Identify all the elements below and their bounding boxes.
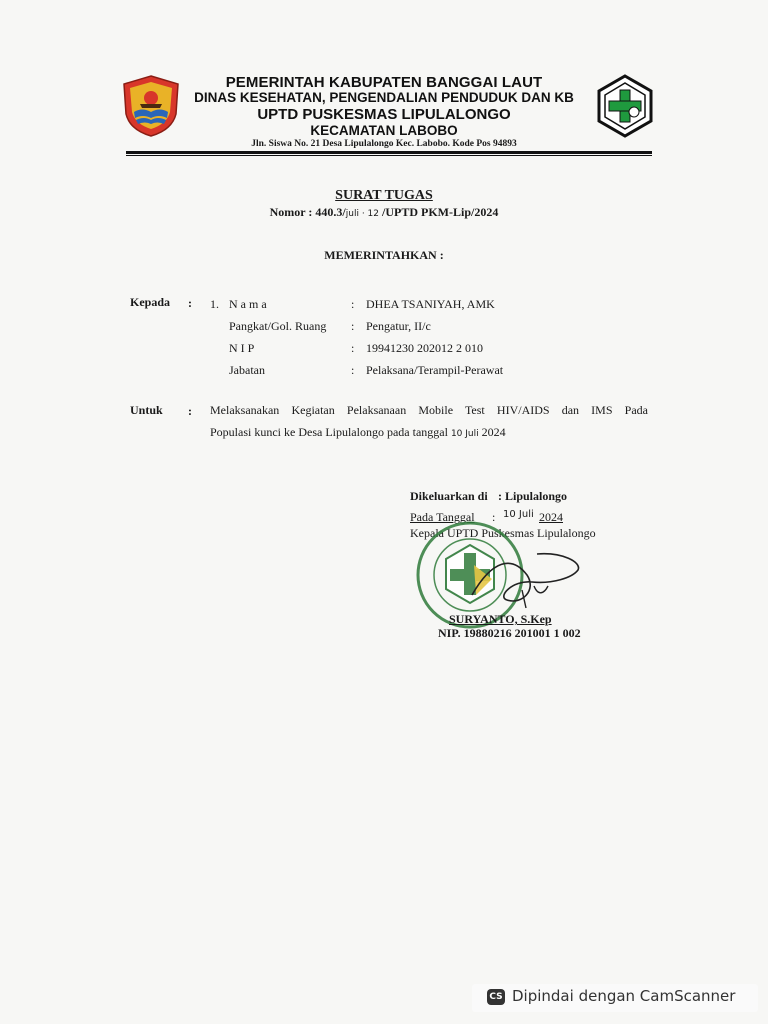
camscanner-logo-icon: CS bbox=[487, 989, 505, 1005]
date-label: Pada Tanggal bbox=[410, 510, 475, 524]
signatory-name: SURYANTO, S.Kep bbox=[449, 612, 552, 626]
field-colon: : bbox=[351, 297, 355, 311]
field-value-nama: DHEA TSANIYAH, AMK bbox=[366, 297, 495, 311]
handwritten-signature-icon bbox=[452, 550, 584, 620]
signatory-nip: NIP. 19880216 201001 1 002 bbox=[438, 626, 581, 640]
letterhead-government: PEMERINTAH KABUPATEN BANGGAI LAUT bbox=[225, 74, 543, 91]
field-colon: : bbox=[351, 319, 355, 333]
field-colon: : bbox=[351, 341, 355, 355]
date-colon: : bbox=[492, 510, 496, 524]
handwritten-date: 10 Juli bbox=[450, 429, 479, 439]
kepada-colon: : bbox=[188, 296, 192, 310]
untuk-label: Untuk bbox=[130, 403, 163, 417]
purpose-line-1: Melaksanakan Kegiatan Pelaksanaan Mobile Test HIV/AIDS dan IMS Pada bbox=[210, 403, 648, 417]
letterhead-address: Jln. Siswa No. 21 Desa Lipulalongo Kec. Labobo. Kode Pos 94893 bbox=[251, 139, 517, 149]
untuk-colon: : bbox=[188, 404, 192, 418]
field-label-nip: N I P bbox=[229, 341, 255, 355]
purpose-line-2: Populasi kunci ke Desa Lipulalongo pada tanggal 10 Juli 2024 bbox=[210, 425, 506, 439]
date-year: 2024 bbox=[539, 510, 563, 524]
issued-at-value: : Lipulalongo bbox=[498, 489, 568, 503]
field-value-nip: 19941230 202012 2 010 bbox=[366, 341, 483, 355]
document-heading: MEMERINTAHKAN : bbox=[324, 248, 444, 262]
document-title: SURAT TUGAS bbox=[335, 188, 433, 203]
letterhead-district: KECAMATAN LABOBO bbox=[310, 123, 458, 138]
purpose-text bbox=[210, 399, 648, 445]
field-value-jabatan: Pelaksana/Terampil-Perawat bbox=[366, 363, 504, 377]
camscanner-text: Dipindai dengan CamScanner bbox=[512, 987, 736, 1005]
field-label-jabatan: Jabatan bbox=[229, 363, 265, 377]
kepada-label: Kepada bbox=[130, 295, 171, 309]
letterhead-divider-thin bbox=[126, 155, 652, 156]
item-number: 1. bbox=[210, 297, 219, 311]
signatory-position: Kepala UPTD Puskesmas Lipulalongo bbox=[410, 526, 596, 540]
field-label-pangkat: Pangkat/Gol. Ruang bbox=[229, 319, 327, 333]
letterhead-institution: UPTD PUSKESMAS LIPULALONGO bbox=[257, 106, 511, 123]
issued-at-label: Dikeluarkan di bbox=[410, 489, 488, 503]
field-value-pangkat: Pengatur, II/c bbox=[366, 319, 431, 333]
handwritten-number: juli · 12 bbox=[345, 209, 379, 219]
letterhead-department: DINAS KESEHATAN, PENGENDALIAN PENDUDUK DAN KB bbox=[194, 90, 574, 105]
field-label-nama: N a m a bbox=[229, 297, 267, 311]
handwritten-sign-date: 10 Juli bbox=[503, 509, 534, 520]
field-colon: : bbox=[351, 363, 355, 377]
letterhead-divider bbox=[126, 151, 652, 154]
document-number: Nomor : 440.3/juli · 12 /UPTD PKM-Lip/2024 bbox=[269, 205, 499, 219]
